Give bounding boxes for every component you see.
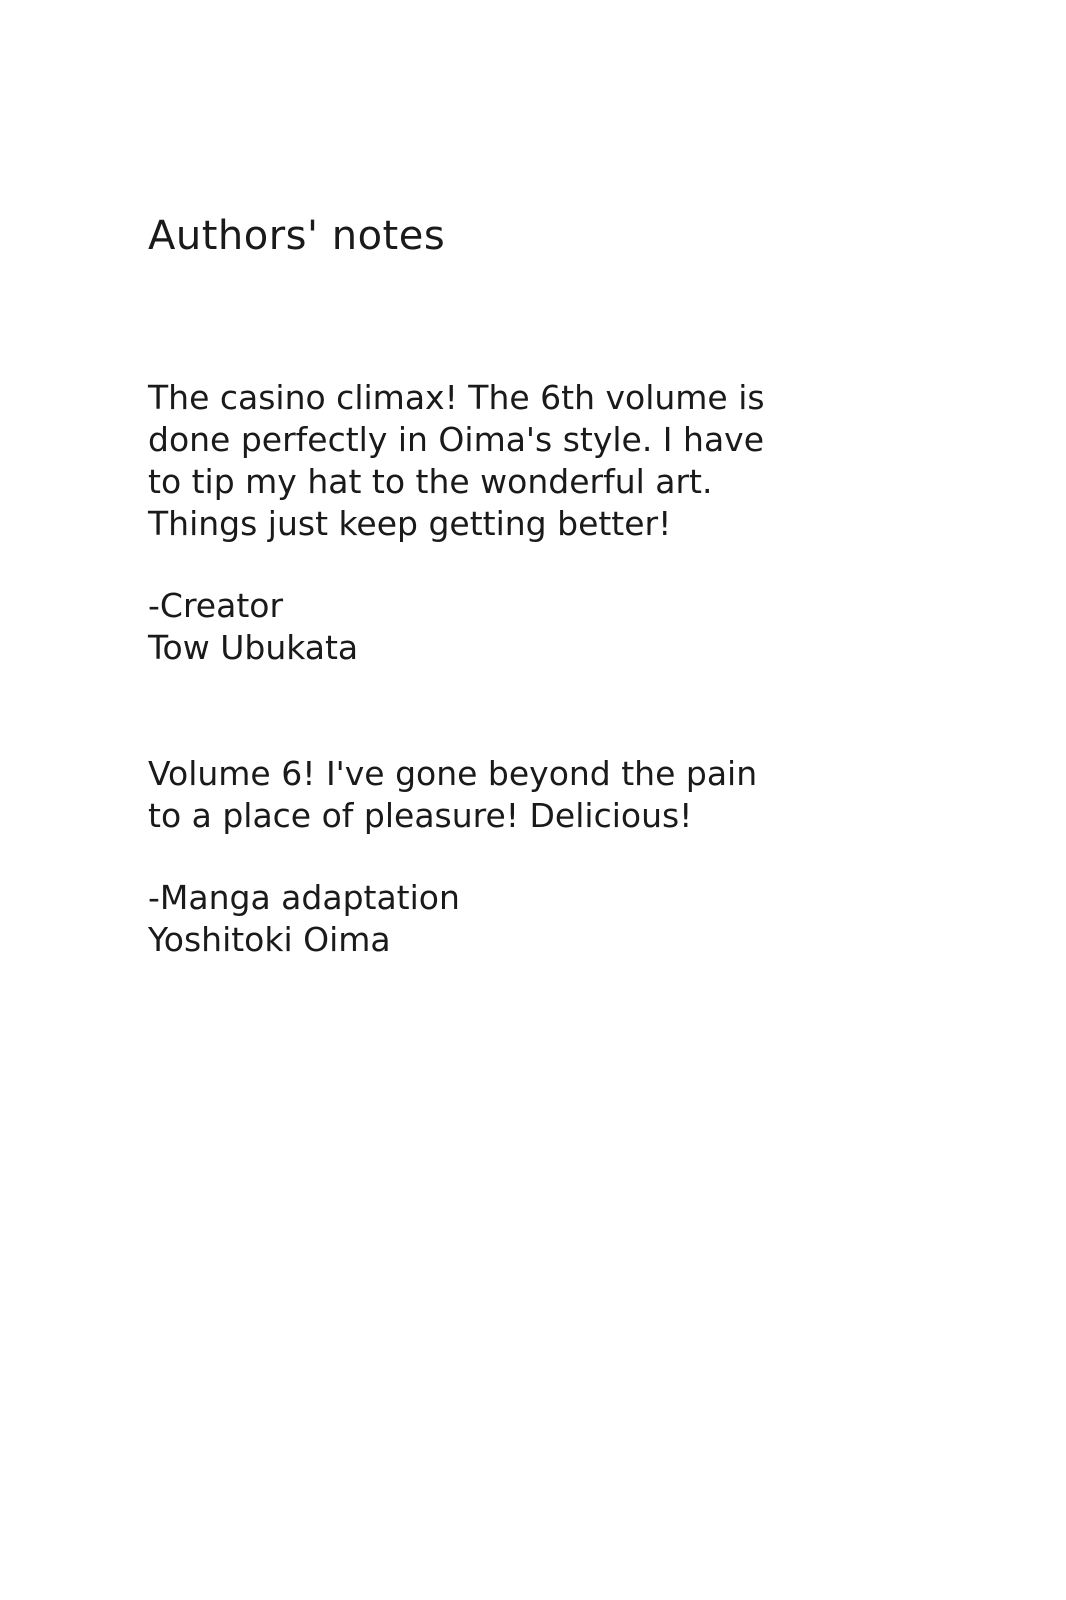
note-line: The casino climax! The 6th volume is	[148, 378, 765, 417]
page-title: Authors' notes	[148, 213, 446, 259]
signature-name: Tow Ubukata	[148, 628, 359, 667]
note-line: Things just keep getting better!	[148, 504, 672, 543]
signature-name: Yoshitoki Oima	[148, 920, 391, 959]
creator-signature	[148, 585, 1008, 669]
signature-role: -Manga adaptation	[148, 878, 460, 917]
note-line: to a place of pleasure! Delicious!	[148, 796, 693, 835]
note-line: to tip my hat to the wonderful art.	[148, 462, 713, 501]
note-line: done perfectly in Oima's style. I have	[148, 420, 764, 459]
creator-note	[148, 377, 1008, 545]
artist-signature	[148, 877, 1008, 961]
artist-note	[148, 753, 1008, 837]
note-line: Volume 6! I've gone beyond the pain	[148, 754, 758, 793]
signature-role: -Creator	[148, 586, 284, 625]
